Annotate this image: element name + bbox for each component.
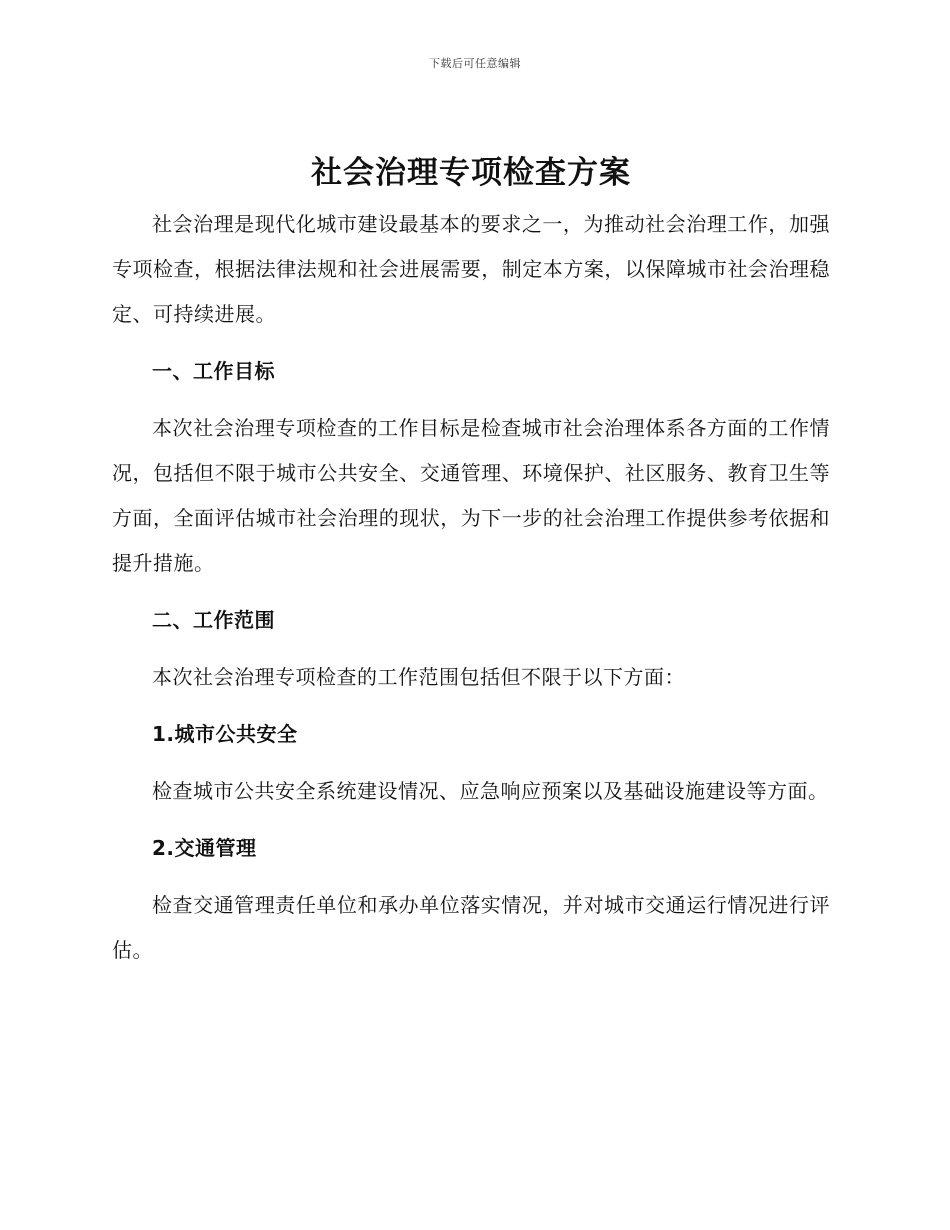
page-title: 社会治理专项检查方案 (311, 155, 631, 191)
subsection-body-traffic: 检查交通管理责任单位和承办单位落实情况，并对城市交通运行情况进行评估。 (112, 893, 830, 962)
document-body (112, 150, 830, 973)
section-body-goals: 本次社会治理专项检查的工作目标是检查城市社会治理体系各方面的工作情况，包括但不限于城市公共安全、交通管理、环境保护、社区服务、教育卫生等方面，全面评估城市社会治理的现状，为下一步的社会治理工作提供参考依据和提升措施。 (112, 416, 830, 575)
subsection-body-public-safety: 检查城市公共安全系统建设情况、应急响应预案以及基础设施建设等方面。 (152, 779, 829, 803)
header-note: 下载后可任意编辑 (429, 57, 521, 70)
section-body-scope: 本次社会治理专项检查的工作范围包括但不限于以下方面： (152, 665, 685, 689)
subsection-heading-traffic: 2.交通管理 (152, 836, 257, 860)
section-heading-scope: 二、工作范围 (152, 608, 275, 632)
intro-paragraph: 社会治理是现代化城市建设最基本的要求之一，为推动社会治理工作，加强专项检查，根据法律法规和社会进展需要，制定本方案，以保障城市社会治理稳定、可持续进展。 (112, 212, 830, 326)
section-heading-goals: 一、工作目标 (152, 359, 275, 383)
subsection-heading-public-safety: 1.城市公共安全 (152, 722, 298, 746)
